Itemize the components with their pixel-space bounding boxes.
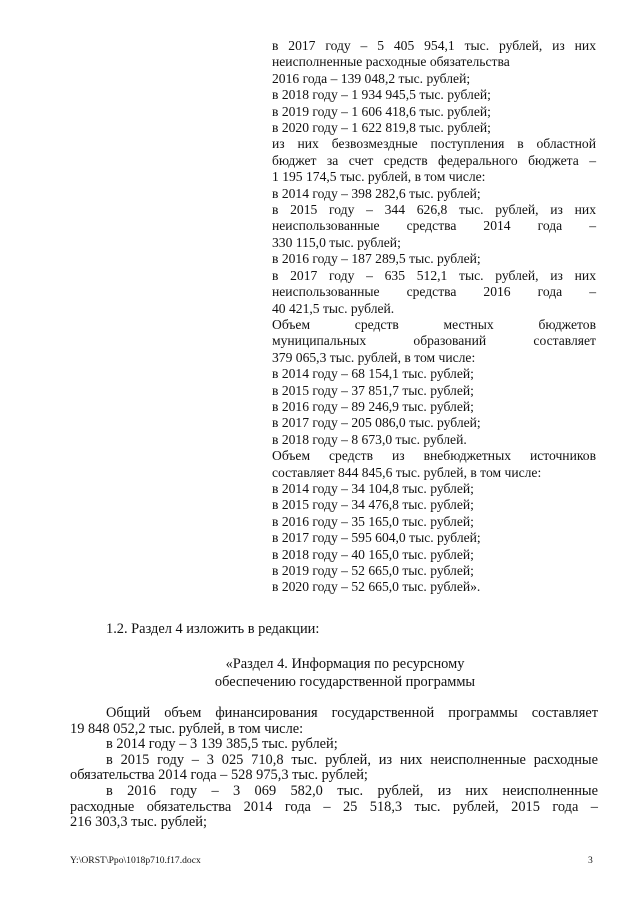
right-column-line: 1 195 174,5 тыс. рублей, в том числе: [272, 169, 486, 185]
right-column-line: в 2014 году – 34 104,8 тыс. рублей; [272, 480, 474, 496]
right-column-line: Объем средств из внебюджетных источников [272, 448, 596, 464]
right-column-line: в 2020 году – 52 665,0 тыс. рублей». [272, 579, 481, 595]
section-4-heading [160, 655, 530, 691]
right-column-line: в 2016 году – 35 165,0 тыс. рублей; [272, 513, 474, 529]
right-column-line: в 2014 году – 398 282,6 тыс. рублей; [272, 185, 481, 201]
right-column-line: 379 065,3 тыс. рублей, в том числе: [272, 349, 476, 365]
right-column-line: в 2016 году – 89 246,9 тыс. рублей; [272, 398, 474, 414]
body-line: 216 303,3 тыс. рублей; [70, 814, 207, 831]
right-column-line: в 2017 году – 635 512,1 тыс. рублей, из них [272, 267, 596, 283]
right-column-line: в 2017 году – 5 405 954,1 тыс. рублей, из них [272, 38, 596, 53]
body-line: Общий объем финансирования государственной программы составляет [106, 705, 598, 721]
body-line: в 2014 году – 3 139 385,5 тыс. рублей; [106, 736, 338, 753]
right-column-line: в 2019 году – 52 665,0 тыс. рублей; [272, 563, 474, 578]
body-line: расходные обязательства 2014 года – 25 518,3 тыс. рублей, 2015 года – [70, 798, 598, 815]
right-column-line: в 2014 году – 68 154,1 тыс. рублей; [272, 366, 474, 382]
right-column-line: из них безвозмездные поступления в областной [272, 136, 596, 152]
right-column-line: неисполненные расходные обязательства [272, 54, 510, 70]
right-column-line: бюджет за счет средств федерального бюджета – [272, 152, 596, 168]
right-column-line: 2016 года – 139 048,2 тыс. рублей; [272, 70, 471, 86]
right-column-line: 40 421,5 тыс. рублей. [272, 300, 395, 316]
right-column-line: в 2019 году – 1 606 418,6 тыс. рублей; [272, 103, 491, 119]
right-column-line: в 2018 году – 8 673,0 тыс. рублей. [272, 431, 467, 447]
right-column-line: в 2018 году – 1 934 945,5 тыс. рублей; [272, 87, 491, 103]
right-column-line: Объем средств местных бюджетов [272, 316, 596, 332]
footer-file-path: Y:\ORST\Ppo\1018p710.f17.docx [70, 855, 201, 866]
right-column-line: неиспользованные средства 2016 года – [272, 284, 596, 300]
body-line: 19 848 052,2 тыс. рублей, в том числе: [70, 720, 304, 737]
right-column-line: в 2017 году – 205 086,0 тыс. рублей; [272, 415, 481, 431]
section-heading-line-1: «Раздел 4. Информация по ресурсному [225, 656, 465, 672]
body-line: в 2016 году – 3 069 582,0 тыс. рублей, из них неисполненные [106, 782, 598, 799]
right-column-line: в 2015 году – 37 851,7 тыс. рублей; [272, 382, 474, 398]
body-line: в 2015 году – 3 025 710,8 тыс. рублей, из них неисполненные расходные [106, 751, 598, 768]
right-column-line: 330 115,0 тыс. рублей; [272, 234, 401, 250]
body-line: обязательства 2014 года – 528 975,3 тыс. рублей; [70, 767, 368, 784]
financing-body-text [70, 706, 598, 831]
section-heading-line-2: обеспечению государственной программы [214, 674, 476, 690]
right-column-line: неиспользованные средства 2014 года – [272, 218, 596, 234]
right-column-line: в 2017 году – 595 604,0 тыс. рублей; [272, 530, 481, 546]
footer-page-number: 3 [588, 855, 593, 866]
right-column-line: в 2016 году – 187 289,5 тыс. рублей; [272, 251, 481, 267]
right-column-line: муниципальных образований составляет [272, 333, 596, 349]
right-column-line: в 2015 году – 344 626,8 тыс. рублей, из них [272, 202, 596, 218]
amendment-item-1-2: 1.2. Раздел 4 изложить в редакции: [106, 621, 320, 637]
right-column-line: в 2015 году – 34 476,8 тыс. рублей; [272, 497, 474, 513]
right-column-line: составляет 844 845,6 тыс. рублей, в том числе: [272, 464, 542, 480]
right-column-text [272, 38, 596, 596]
right-column-line: в 2020 году – 1 622 819,8 тыс. рублей; [272, 120, 491, 136]
right-column-line: в 2018 году – 40 165,0 тыс. рублей; [272, 546, 474, 562]
